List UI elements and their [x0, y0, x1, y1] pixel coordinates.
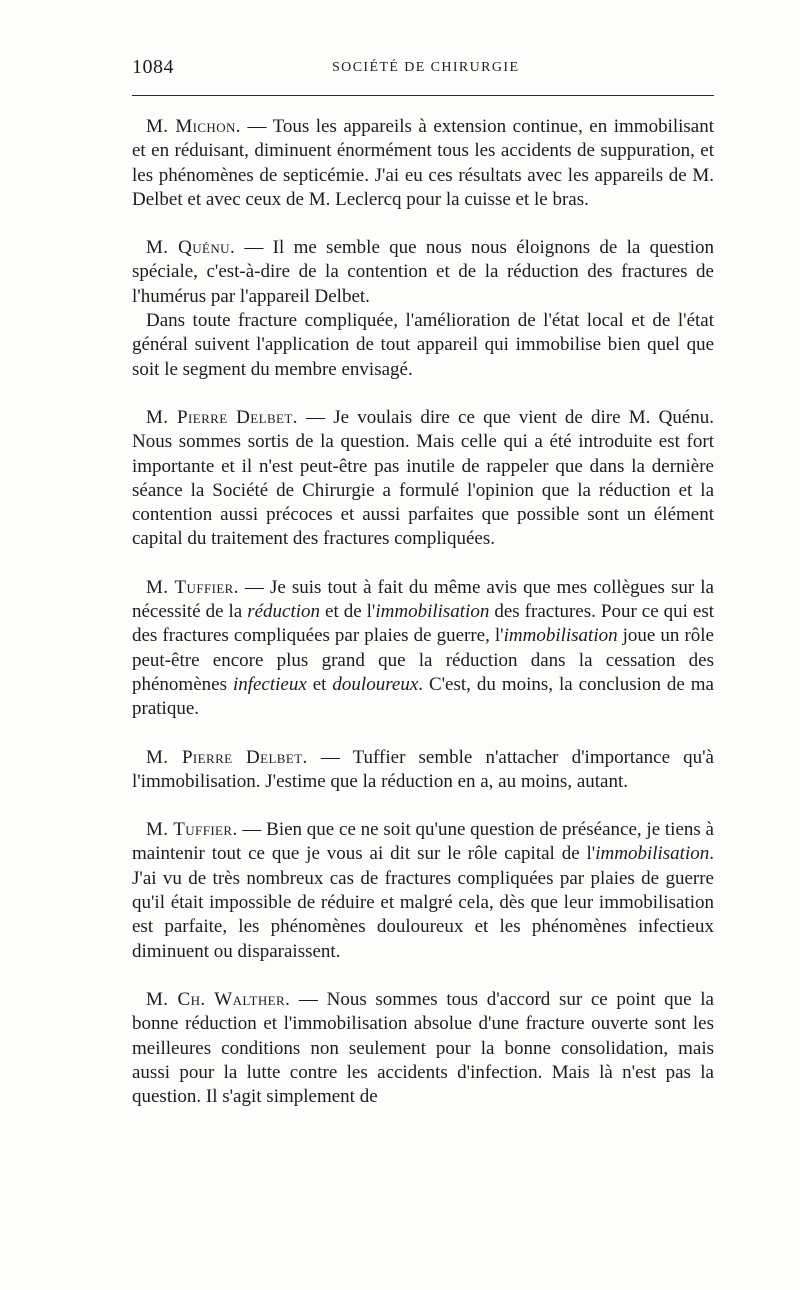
running-title: SOCIÉTÉ DE CHIRURGIE — [332, 60, 520, 75]
paragraph-text: — Je suis tout à fait du même avis que mes collègues sur la nécessité de la — [132, 576, 714, 623]
speaker-name: M. Pierre Delbet. — [146, 746, 308, 768]
paragraph-quenu — [132, 236, 714, 309]
speaker-name: M. Pierre Delbet. — [146, 406, 298, 428]
paragraph-text: — Tous les appareils à extension continue, en immobilisant et en réduisant, diminuent énormément tous les accidents de suppuration, et les phénomènes de septicémie. J'ai eu ces résultats avec les appareils de M. Delbet et avec ceux de M. Leclercq pour la cuisse et le bras. — [132, 116, 715, 210]
paragraph-text: des fractures. Pour ce qui est des fractures compliquées par plaies de guerre, l' — [132, 601, 714, 647]
paragraph-tuffier-reply — [132, 818, 714, 964]
italic-term: immobilisation — [503, 625, 618, 647]
paragraph-text: et — [306, 673, 333, 695]
speaker-name: M. Tuffier. — [146, 576, 239, 598]
paragraph-text: Dans toute fracture compliquée, l'amélioration de l'état local et de l'état général suivent l'application de tout appareil qui immobilise bien quel que soit le segment du membre envisagé. — [132, 310, 714, 380]
paragraph-text: — Nous sommes tous d'accord sur ce point que la bonne réduction et l'immobilisation absolue d'une fracture ouverte sont les meilleures conditions non seulement pour la bonne consolidation, mais aussi pour la lutte contre les accidents d'infection. Mais là n'est pas la question. Il s'agit simplement de — [132, 988, 714, 1108]
body-text — [132, 115, 714, 1109]
paragraph-text: . C'est, du moins, la conclusion de ma pratique. — [132, 673, 714, 720]
italic-term: douloureux — [332, 673, 419, 695]
italic-term: immobilisation — [595, 843, 710, 865]
paragraph-pierre-delbet — [132, 406, 714, 552]
italic-term: infectieux — [232, 673, 307, 695]
paragraph-text: — Bien que ce ne soit qu'une question de préséance, je tiens à maintenir tout ce que je vous ai dit sur le rôle capital de l' — [132, 819, 714, 865]
paragraph-walther — [132, 988, 714, 1109]
italic-term: réduction — [247, 601, 321, 623]
paragraph-tuffier — [132, 576, 714, 722]
speaker-name: M. Quénu. — [146, 237, 236, 259]
paragraph-text: — Je voulais dire ce que vient de dire M. Quénu. Nous sommes sortis de la question. Mais celle qui a été introduite est fort importante et il n'est peut-être pas inutile de rappeler que dans la dernière séance la Société de Chirurgie a formulé l'opinion que la réduction et la contention aussi précoces et aussi parfaites que possible sont un élément capital du traitement des fractures compliquées. — [132, 406, 714, 550]
paragraph-pierre-delbet-reply — [132, 746, 714, 795]
paragraph-text: — Tuffier semble n'attacher d'importance qu'à l'immobilisation. J'estime que la réduction en a, au moins, autant. — [132, 746, 714, 792]
page-header — [132, 56, 714, 86]
speaker-name: M. Ch. Walther. — [146, 988, 291, 1010]
italic-term: immobilisation — [375, 601, 490, 623]
speaker-name: M. Michon. — [146, 116, 241, 137]
paragraph-text: joue un rôle peut-être encore plus grand que la réduction dans la cessation des phénomènes — [132, 625, 714, 695]
paragraph-text: — Il me semble que nous nous éloignons de la question spéciale, c'est-à-dire de la contention et de la réduction des fractures de l'humérus par l'appareil Delbet. — [132, 237, 714, 307]
paragraph-text: . J'ai vu de très nombreux cas de fractures compliquées par plaies de guerre qu'il était impossible de réduire et malgré cela, dès que leur immobilisation est parfaite, les phénomènes douloureux et les phénomènes infectieux diminuent ou disparaissent. — [132, 843, 714, 962]
page-number: 1084 — [132, 56, 174, 78]
speaker-name: M. Tuffier. — [146, 819, 238, 841]
header-rule — [132, 95, 714, 96]
paragraph-quenu-continued — [132, 309, 714, 382]
paragraph-text: et de l' — [320, 601, 376, 623]
paragraph-michon — [132, 115, 714, 212]
